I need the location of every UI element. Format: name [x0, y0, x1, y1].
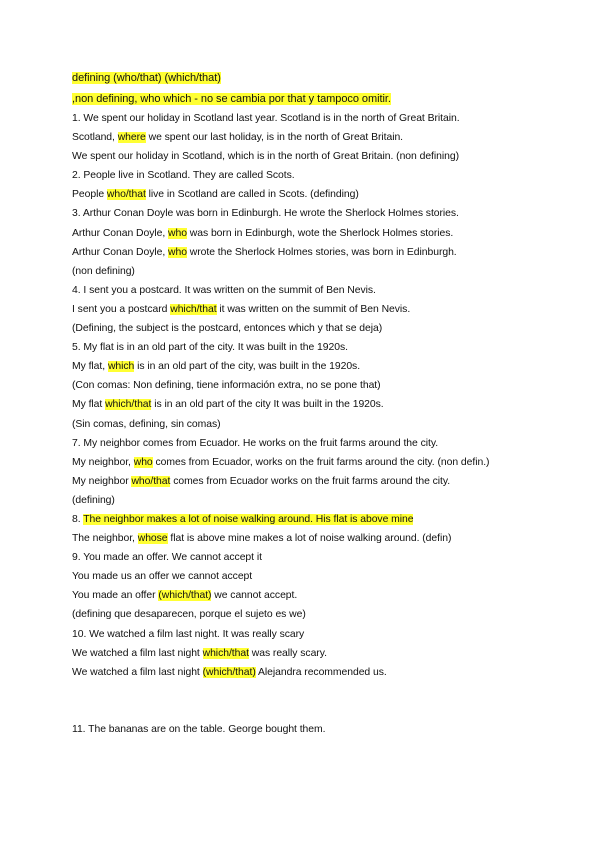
text-segment: (non defining): [72, 265, 135, 277]
text-segment: We watched a film last night: [72, 647, 203, 659]
highlighted-text: who: [168, 246, 187, 258]
document-body: [72, 68, 542, 739]
text-segment: it was written on the summit of Ben Nevis.: [216, 303, 411, 315]
text-line: [72, 300, 542, 319]
highlighted-text: who/that: [131, 475, 171, 487]
text-line: [72, 338, 542, 357]
text-segment: 1. We spent our holiday in Scotland last year. Scotland is in the north of Great Britain.: [72, 113, 460, 124]
text-segment: Arthur Conan Doyle,: [72, 227, 169, 239]
text-segment: (Con comas: Non defining, tiene información extra, no se pone that): [72, 380, 381, 392]
text-line: [72, 281, 542, 300]
highlighted-text: who: [133, 456, 153, 468]
highlighted-text: whose: [137, 533, 168, 545]
text-segment: Alejandra recommended us.: [255, 666, 387, 678]
text-line: [72, 166, 542, 185]
text-line: [72, 491, 542, 510]
text-segment: is in an old part of the city It was built in the 1920s.: [151, 399, 384, 411]
highlighted-text: ,non defining, who which - no se cambia por that y tampoco omitir.: [72, 92, 391, 105]
text-segment: we cannot accept.: [211, 590, 298, 602]
blank-space: [72, 682, 542, 720]
highlighted-text: (which/that): [158, 590, 212, 602]
text-segment: (Sin comas, defining, sin comas): [72, 418, 221, 430]
text-line: [72, 510, 542, 529]
text-line: [72, 663, 542, 682]
text-line: [72, 357, 542, 376]
text-segment: Scotland,: [72, 132, 118, 144]
text-line: [72, 262, 542, 281]
text-segment: 10. We watched a film last night. It was really scary: [72, 628, 305, 640]
highlighted-text: (which/that): [202, 666, 256, 678]
text-line: [72, 472, 542, 491]
highlighted-text: who/that: [106, 189, 146, 201]
text-line: [72, 204, 542, 223]
text-line: [72, 319, 542, 338]
text-segment: Arthur Conan Doyle,: [72, 246, 169, 258]
text-segment: is in an old part of the city, was built in the 1920s.: [134, 361, 361, 373]
text-segment: comes from Ecuador works on the fruit farms around the city.: [170, 475, 451, 487]
text-line: [72, 644, 542, 663]
text-segment: (defining): [72, 494, 115, 506]
text-segment: My flat,: [72, 361, 108, 373]
text-line: [72, 395, 542, 414]
text-segment: 5. My flat is in an old part of the city. It was built in the 1920s.: [72, 342, 348, 354]
text-line: [72, 567, 542, 586]
text-segment: I sent you a postcard: [72, 303, 171, 315]
highlighted-text: which/that: [105, 399, 152, 411]
highlighted-text: defining (who/that) (which/that): [72, 72, 221, 84]
text-line: [72, 548, 542, 567]
text-line: [72, 453, 542, 472]
text-segment: We spent our holiday in Scotland, which is in the north of Great Britain. (non defining): [72, 151, 460, 163]
text-line: [72, 128, 542, 147]
text-segment: was born in Edinburgh, wote the Sherlock Holmes stories.: [186, 227, 454, 239]
text-line: [72, 109, 542, 128]
text-segment: live in Scotland are called in Scots. (definding): [145, 189, 359, 201]
highlighted-text: which/that: [202, 647, 249, 659]
text-segment: 9. You made an offer. We cannot accept it: [72, 552, 262, 564]
text-line: [72, 224, 542, 243]
text-line: [72, 434, 542, 453]
text-line: [72, 415, 542, 434]
text-segment: 4. I sent you a postcard. It was written on the summit of Ben Nevis.: [72, 284, 376, 296]
text-segment: My flat: [72, 399, 106, 411]
text-segment: You made us an offer we cannot accept: [72, 571, 253, 583]
highlighted-text: The neighbor makes a lot of noise walking around. His flat is above mine: [83, 513, 414, 525]
highlighted-text: which/that: [170, 303, 217, 315]
text-line: [72, 586, 542, 605]
heading-line: [72, 68, 542, 89]
text-line: [72, 147, 542, 166]
text-segment: 2. People live in Scotland. They are called Scots.: [72, 170, 295, 182]
text-segment: We watched a film last night: [72, 666, 203, 678]
text-line: [72, 625, 542, 644]
text-line: 11. The bananas are on the table. George bought them.: [72, 723, 326, 735]
text-line: [72, 376, 542, 395]
text-segment: My neighbor,: [72, 456, 134, 468]
text-line: [72, 243, 542, 262]
text-segment: 3. Arthur Conan Doyle was born in Edinburgh. He wrote the Sherlock Holmes stories.: [72, 208, 459, 220]
heading-line: [72, 89, 542, 110]
highlighted-text: where: [117, 132, 146, 144]
text-segment: flat is above mine makes a lot of noise walking around. (defin): [167, 533, 452, 545]
text-segment: 7. My neighbor comes from Ecuador. He works on the fruit farms around the city.: [72, 437, 439, 449]
highlighted-text: who: [168, 227, 187, 239]
text-segment: was really scary.: [248, 647, 327, 659]
text-line: [72, 529, 542, 548]
text-segment: we spent our last holiday, is in the north of Great Britain.: [145, 132, 404, 144]
text-segment: People: [72, 189, 107, 201]
text-segment: You made an offer: [72, 590, 159, 602]
text-segment: The neighbor,: [72, 533, 138, 545]
text-segment: (Defining, the subject is the postcard, entonces which y that se deja): [72, 323, 383, 335]
text-segment: (defining que desaparecen, porque el sujeto es we): [72, 609, 306, 621]
highlighted-text: which: [107, 361, 135, 373]
text-line: [72, 605, 542, 624]
text-line: [72, 185, 542, 204]
text-segment: 8.: [72, 513, 84, 525]
text-segment: wrote the Sherlock Holmes stories, was born in Edinburgh.: [186, 246, 457, 258]
text-segment: comes from Ecuador, works on the fruit farms around the city. (non defin.): [152, 456, 490, 468]
text-segment: My neighbor: [72, 475, 132, 487]
